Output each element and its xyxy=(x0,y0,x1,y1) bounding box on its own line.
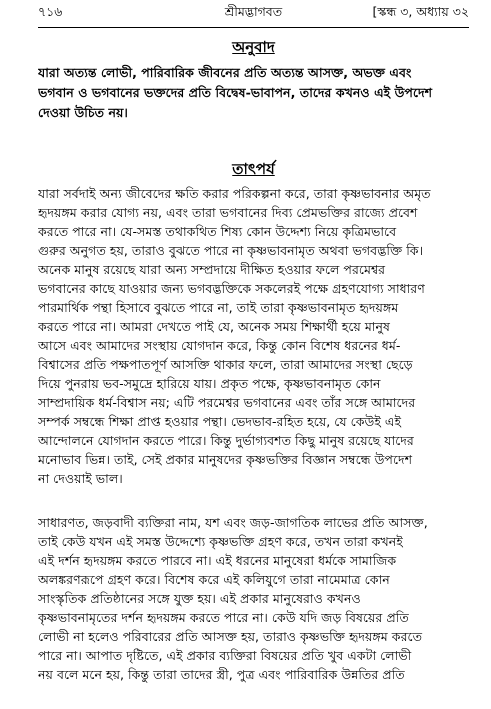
purport-paragraph-2 xyxy=(38,513,469,684)
text-line: তাই কেউ যখন এই সমস্ত উদ্দেশ্যে কৃষ্ণভক্তি গ্রহণ করে, তখন তারা কখনই xyxy=(38,534,403,549)
text-line: লোভী না হলেও পরিবারের প্রতি আসক্ত হয়, তারাও কৃষ্ণভক্তি হৃদয়ঙ্গম করতে xyxy=(38,629,423,644)
text-line: ভগবানের কাছে যাওয়ার জন্য ভগবদ্ভক্তিকে সকলেরই পক্ষে গ্রহণযোগ্য সাধারণ xyxy=(38,281,425,296)
purport-heading: তাৎপর্য xyxy=(232,160,275,178)
translation-line: দেওয়া উচিত নয়। xyxy=(38,105,128,120)
text-line: করতে পারে না। আমরা দেখতে পাই যে, অনেক সময় শিক্ষার্থী হয়ে মানুষ xyxy=(38,319,390,334)
text-line: পারে না। আপাত দৃষ্টিতে, এই প্রকার ব্যক্তিরা বিষয়ের প্রতি খুব একটা লোভী xyxy=(38,648,412,663)
text-line: এই দর্শন হৃদয়ঙ্গম করতে পারবে না। এই ধরনের মানুষেরা ধর্মকে সামাজিক xyxy=(38,553,397,568)
text-line: না দেওয়াই ভাল। xyxy=(38,471,123,486)
text-line: নয় বলে মনে হয়, কিন্তু তারা তাদের স্ত্রী, পুত্র এবং পারিবারিক উন্নতির প্রতি xyxy=(38,667,405,682)
chapter-reference: [স্কন্ধ ৩, অধ্যায় ৩২ xyxy=(372,4,469,19)
text-line: সম্পর্ক সম্বন্ধে শিক্ষা প্রাপ্ত হওয়ার পন্থা। ভেদভাব-রহিত হয়ে, যে কেউই এই xyxy=(38,414,402,429)
text-line: করতে পারে না। যে-সমস্ত তথাকথিত শিষ্য কোন উদ্দেশ্য নিয়ে কৃত্রিমভাবে xyxy=(38,224,397,239)
text-line: দিয়ে পুনরায় ভব-সমুদ্রে হারিয়ে যায়। প্রকৃত পক্ষে, কৃষ্ণভাবনামৃত কোন xyxy=(38,376,381,391)
header-rule xyxy=(38,27,469,28)
text-line: আন্দোলনে যোগদান করতে পারে। কিন্তু দুর্ভাগ্যবশত কিছু মানুষ রয়েছে যাদের xyxy=(38,433,414,448)
text-line: সাধারণত, জড়বাদী ব্যক্তিরা নাম, যশ এবং জড়-জাগতিক লাভের প্রতি আসক্ত, xyxy=(38,515,428,530)
text-line: পারমার্থিক পন্থা হিসাবে বুঝতে পারে না, তাই তারা কৃষ্ণভাবনামৃত হৃদয়ঙ্গম xyxy=(38,300,399,315)
text-line: সাংস্কৃতিক প্রতিষ্ঠানের সঙ্গে যুক্ত হয়। এই প্রকার মানুষেরাও কখনও xyxy=(38,591,361,606)
translation-heading: অনুবাদ xyxy=(232,38,275,56)
text-line: অনেক মানুষ রয়েছে যারা অন্য সম্প্রদায়ে দীক্ষিত হওয়ার ফলে পরমেশ্বর xyxy=(38,262,386,277)
text-line: অলঙ্করণরূপে গ্রহণ করে। বিশেষ করে এই কলিযুগে তারা নামেমাত্র কোন xyxy=(38,572,390,587)
purport-paragraph-1 xyxy=(38,184,469,488)
text-line: সাম্প্রদায়িক ধর্ম-বিশ্বাস নয়; এটি পরমেশ্বর ভগবানের এবং তাঁর সঙ্গে আমাদের xyxy=(38,395,416,410)
running-header xyxy=(38,4,469,26)
translation-text xyxy=(38,63,469,123)
translation-line: যারা অত্যন্ত লোভী, পারিবারিক জীবনের প্রতি অত্যন্ত আসক্ত, অভক্ত এবং xyxy=(38,65,412,80)
text-line: বিশ্বাসের প্রতি পক্ষপাতপূর্ণ আসক্তি থাকার ফলে, তারা আমাদের সংস্থা ছেড়ে xyxy=(38,357,413,372)
text-line: আসে এবং আমাদের সংস্থায় যোগদান করে, কিন্তু কোন বিশেষ ধরনের ধর্ম- xyxy=(38,338,401,353)
book-title: শ্রীমদ্ভাগবত xyxy=(224,4,283,19)
text-line: গুরুর অনুগত হয়, তারাও বুঝতে পারে না কৃষ্ণভাবনামৃত অথবা ভগবদ্ভক্তি কি। xyxy=(38,243,424,258)
text-line: মনোভাব ভিন্ন। তাই, সেই প্রকার মানুষদের কৃষ্ণভক্তির বিজ্ঞান সম্বন্ধে উপদেশ xyxy=(38,452,413,467)
translation-line: ভগবান ও ভগবানের ভক্তদের প্রতি বিদ্বেষ-ভাবাপন, তাদের কখনও এই উপদেশ xyxy=(38,85,433,100)
text-line: যারা সর্বদাই অন্য জীবেদের ক্ষতি করার পরিকল্পনা করে, তারা কৃষ্ণভাবনার অমৃত xyxy=(38,186,431,201)
page-number: ৭১৬ xyxy=(38,4,63,19)
text-line: কৃষ্ণভাবনামৃতের দর্শন হৃদয়ঙ্গম করতে পারে না। কেউ যদি জড় বিষয়ের প্রতি xyxy=(38,610,409,625)
text-line: হৃদয়ঙ্গম করার যোগ্য নয়, এবং তারা ভগবানের দিব্য প্রেমভক্তির রাজ্যে প্রবেশ xyxy=(38,205,418,220)
